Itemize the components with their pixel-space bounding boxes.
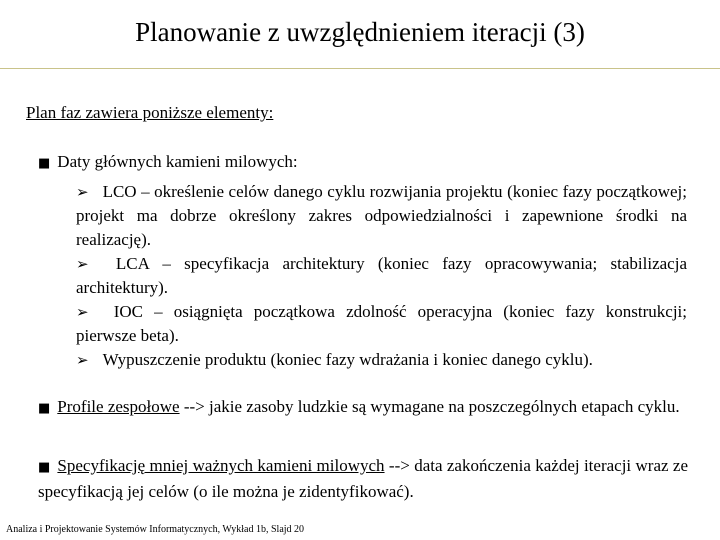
minor-milestones-section xyxy=(38,454,688,504)
slide-footer: Analiza i Projektowanie Systemów Informatycznych, Wykład 1b, Slajd 20 xyxy=(6,524,305,535)
milestone-ioc: IOC – osiągnięta początkowa zdolność operacyjna (koniec fazy konstrukcji; pierwsze beta). xyxy=(76,302,687,345)
team-profiles-section xyxy=(38,395,688,421)
milestones-section xyxy=(38,150,688,176)
milestone-lca: LCA – specyfikacja architektury (koniec fazy opracowywania; stabilizacja architektury). xyxy=(76,254,687,297)
list-item xyxy=(76,180,687,252)
minor-milestones-term: Specyfikację mniej ważnych kamieni milowych xyxy=(57,456,385,475)
milestone-lco: LCO – określenie celów danego cyklu rozwijania projektu (koniec fazy początkowej; projekt ma dobrze określony zakres odpowiedzialności i zapewnione środki na realizację). xyxy=(76,182,687,249)
arrow-bullet-icon: ➢ xyxy=(76,303,89,321)
intro-heading: Plan faz zawiera poniższe elementy: xyxy=(26,103,274,122)
list-item xyxy=(76,300,687,348)
square-bullet-icon: ■ xyxy=(38,460,51,475)
list-item xyxy=(76,252,687,300)
arrow-bullet-icon: ➢ xyxy=(76,183,89,201)
title-divider xyxy=(0,68,720,69)
milestone-release: Wypuszczenie produktu (koniec fazy wdrażania i koniec danego cyklu). xyxy=(102,350,593,369)
arrow-bullet-icon: ➢ xyxy=(76,351,89,369)
team-profiles-term: Profile zespołowe xyxy=(57,397,180,416)
arrow-bullet-icon: ➢ xyxy=(76,255,89,273)
list-item xyxy=(76,348,687,372)
minor-milestones-text: --> data zakończenia każdej iteracji wraz ze specyfikacją jej celów (o ile można je zidentyfikować). xyxy=(38,456,688,501)
square-bullet-icon: ■ xyxy=(38,401,51,416)
slide-title: Planowanie z uwzględnieniem iteracji (3) xyxy=(135,17,585,47)
milestone-list xyxy=(76,180,687,372)
milestones-heading: Daty głównych kamieni milowych: xyxy=(57,152,298,171)
square-bullet-icon: ■ xyxy=(38,156,51,171)
team-profiles-text: --> jakie zasoby ludzkie są wymagane na poszczególnych etapach cyklu. xyxy=(179,397,680,416)
